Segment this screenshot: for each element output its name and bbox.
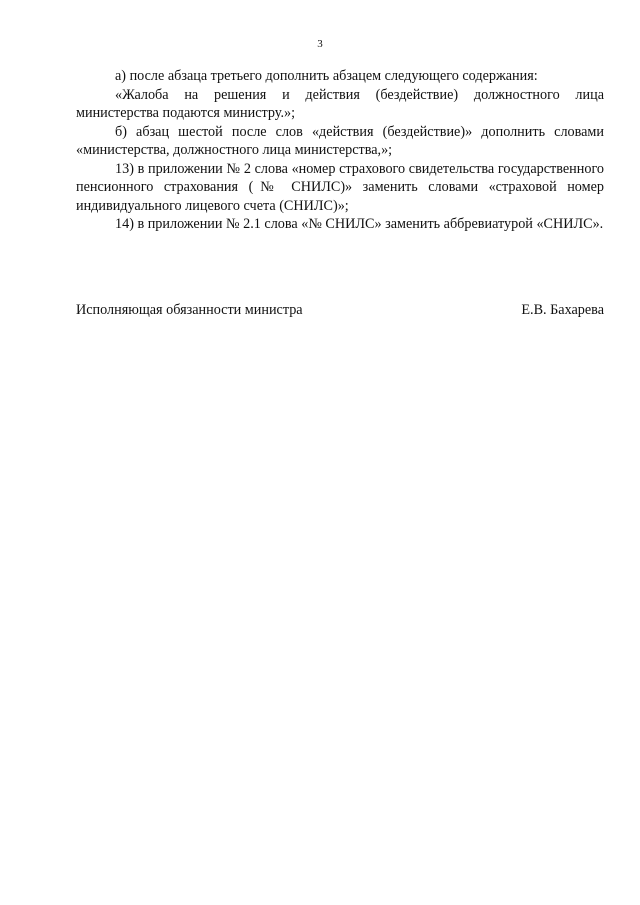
paragraph-13: 13) в приложении № 2 слова «номер страхового свидетельства государственного пенсионного страхования (№ СНИЛС)» заменить словами «страховой номер индивидуального лицевого счета (СНИЛС)»; bbox=[76, 160, 604, 214]
signatory-name: Е.В. Бахарева bbox=[521, 302, 604, 318]
paragraph-quote-complaint: «Жалоба на решения и действия (бездействие) должностного лица министерства подаются министру.»; bbox=[76, 86, 604, 121]
paragraph-a: а) после абзаца третьего дополнить абзацем следующего содержания: bbox=[115, 68, 538, 84]
paragraph-b: б) абзац шестой после слов «действия (бездействие)» дополнить словами «министерства, должностного лица министерства,»; bbox=[76, 123, 604, 158]
signatory-position: Исполняющая обязанности министра bbox=[76, 302, 303, 318]
paragraph-14: 14) в приложении № 2.1 слова «№ СНИЛС» заменить аббревиатурой «СНИЛС». bbox=[115, 216, 604, 232]
document-body bbox=[76, 67, 604, 234]
signature-block bbox=[76, 301, 604, 320]
page-number: 3 bbox=[317, 38, 323, 50]
